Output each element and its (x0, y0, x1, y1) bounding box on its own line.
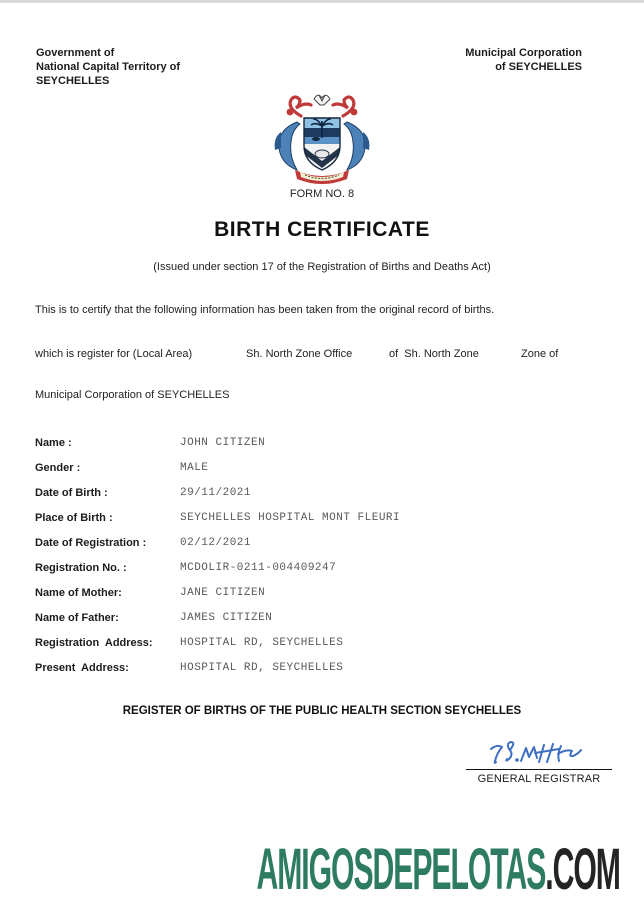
registrar-signature-icon (483, 740, 595, 768)
certificate-subtitle: (Issued under section 17 of the Registration of Births and Deaths Act) (153, 261, 491, 273)
field-label: Gender : (35, 461, 81, 474)
certificate-title: BIRTH CERTIFICATE (214, 218, 430, 241)
signature-block (466, 740, 612, 785)
field-value: MALE (180, 461, 209, 474)
field-value: JAMES CITIZEN (180, 611, 273, 624)
field-label: Place of Birth : (35, 511, 113, 524)
field-label: Name : (35, 436, 72, 449)
general-registrar-label: GENERAL REGISTRAR (477, 773, 601, 785)
header-right (465, 46, 582, 74)
register-area-label: which is register for (Local Area) (35, 348, 193, 360)
register-office-value: Sh. North Zone Office (246, 348, 353, 360)
signature-line (466, 769, 612, 770)
field-label: Registration Address: (35, 636, 153, 649)
field-value: HOSPITAL RD, SEYCHELLES (180, 636, 344, 649)
header-left-line1: Government of (36, 47, 115, 59)
field-value: MCDOLIR-0211-004409247 (180, 561, 337, 574)
field-row-date-of-registration (35, 530, 624, 555)
register-of-births-heading: REGISTER OF BIRTHS OF THE PUBLIC HEALTH SECTION SEYCHELLES (122, 705, 522, 717)
register-area-line (35, 348, 609, 362)
field-value: JOHN CITIZEN (180, 436, 266, 449)
field-row-gender (35, 455, 624, 480)
certificate-fields (35, 430, 624, 680)
field-value: 29/11/2021 (180, 486, 252, 499)
field-row-date-of-birth (35, 480, 624, 505)
field-label: Name of Father: (35, 611, 119, 624)
register-zone-value: of Sh. North Zone (389, 348, 479, 360)
field-label: Name of Mother: (35, 586, 122, 599)
form-number: FORM NO. 8 (289, 188, 355, 200)
seychelles-coat-of-arms-icon (267, 92, 377, 184)
top-divider (0, 0, 644, 3)
field-row-name (35, 430, 624, 455)
field-row-father-name (35, 605, 624, 630)
header-right-line1: Municipal Corporation (465, 47, 582, 59)
field-label: Present Address: (35, 661, 129, 674)
field-value: 02/12/2021 (180, 536, 252, 549)
certify-statement: This is to certify that the following information has been taken from the original record of births. (35, 304, 495, 316)
watermark-primary: AMIGOSDEPELOTAS (256, 837, 546, 902)
field-row-present-address (35, 655, 624, 680)
watermark-suffix: .COM (545, 837, 620, 902)
field-value: HOSPITAL RD, SEYCHELLES (180, 661, 344, 674)
field-row-registration-no (35, 555, 624, 580)
municipal-corporation-line: Municipal Corporation of SEYCHELLES (35, 389, 230, 401)
field-row-mother-name (35, 580, 624, 605)
field-row-place-of-birth (35, 505, 624, 530)
field-label: Registration No. : (35, 561, 127, 574)
field-value: JANE CITIZEN (180, 586, 266, 599)
field-value: SEYCHELLES HOSPITAL MONT FLEURI (180, 511, 401, 524)
header-right-line2: of SEYCHELLES (495, 61, 582, 73)
register-zone-of-label: Zone of (521, 348, 559, 360)
watermark-text (256, 837, 620, 902)
field-label: Date of Birth : (35, 486, 108, 499)
field-row-registration-address (35, 630, 624, 655)
header-left (36, 46, 180, 88)
header-left-line3: SEYCHELLES (36, 75, 110, 87)
field-label: Date of Registration : (35, 536, 147, 549)
header-left-line2: National Capital Territory of (36, 61, 181, 73)
